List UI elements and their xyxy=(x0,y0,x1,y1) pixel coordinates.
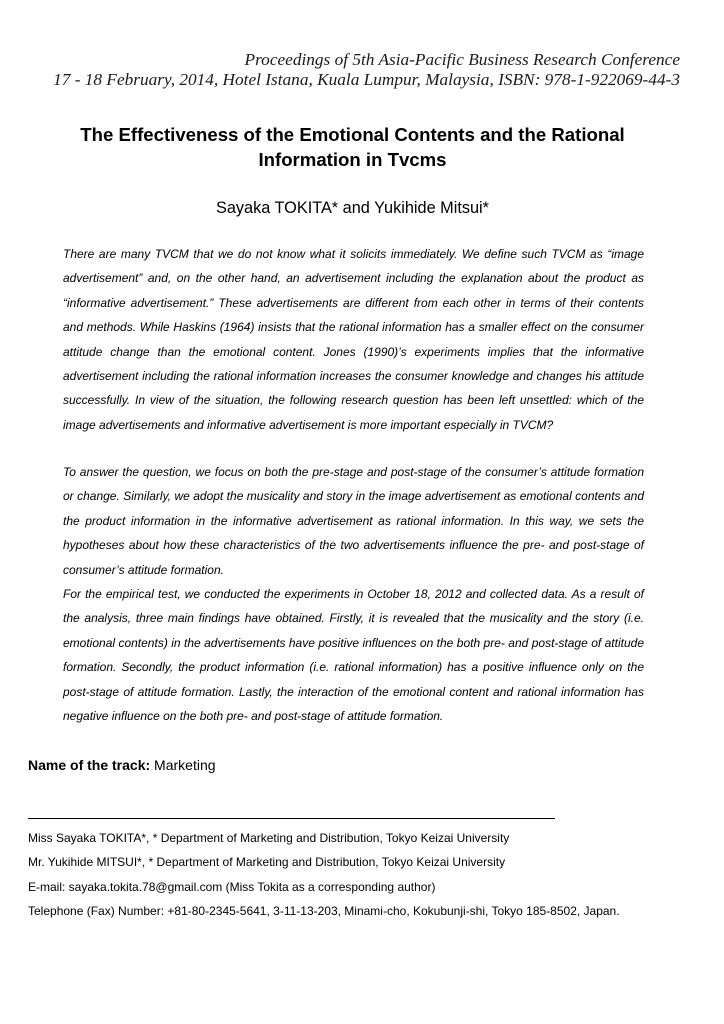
track-label: Name of the track: xyxy=(28,757,151,773)
paper-title-line-1: The Effectiveness of the Emotional Contents and the Rational xyxy=(80,124,625,145)
conference-name: Proceedings of 5th Asia-Pacific Business Research Conference xyxy=(244,50,680,69)
footnotes xyxy=(28,826,688,924)
track-value: Marketing xyxy=(154,757,216,773)
conference-details: 17 - 18 February, 2014, Hotel Istana, Kuala Lumpur, Malaysia, ISBN: 978-1-922069-44-3 xyxy=(53,70,680,89)
abstract-paragraph-2: To answer the question, we focus on both the pre-stage and post-stage of the consumer’s attitude formation or change. Similarly, we adopt the musicality and story in the image advertisement as emotional contents and the product information in the informative advertisement as rational information. In this way, we sets the hypotheses about how these characteristics of the two advertisements influence the pre- and post-stage of consumer’s attitude formation. xyxy=(63,465,644,577)
track-line xyxy=(28,755,216,775)
footnote-email: E-mail: sayaka.tokita.78@gmail.com (Miss Tokita as a corresponding author) xyxy=(28,879,436,894)
footnote-telephone: Telephone (Fax) Number: +81-80-2345-5641, 3-11-13-203, Minami-cho, Kokubunji-shi, Tokyo 185-8502, Japan. xyxy=(28,904,620,919)
paper-title xyxy=(40,122,665,172)
paper-authors: Sayaka TOKITA* and Yukihide Mitsui* xyxy=(215,199,489,217)
footnote-author-1: Miss Sayaka TOKITA*, * Department of Marketing and Distribution, Tokyo Keizai University xyxy=(28,831,510,845)
abstract-paragraph-1: There are many TVCM that we do not know what it solicits immediately. We define such TVCM as “image advertisement” and, on the other hand, an advertisement including the explanation about the product as “informative advertisement.” These advertisements are different from each other in terms of their contents and methods. While Haskins (1964) insists that the rational information has a smaller effect on the consumer attitude change than the emotional content. Jones (1990)’s experiments implies that the informative advertisement including the rational information increases the consumer knowledge and changes his attitude successfully. In view of the situation, the following research question has been left unsettled: which of the image advertisements and informative advertisement is more important especially in TVCM? xyxy=(63,247,644,432)
abstract-paragraph-3: For the empirical test, we conducted the experiments in October 18, 2012 and collected data. As a result of the analysis, three main findings have obtained. Firstly, it is revealed that the musicality and the story (i.e. emotional contents) in the advertisements have positive influences on the both pre- and post-stage of attitude formation. Secondly, the product information (i.e. rational information) has a positive influence only on the post-stage of attitude formation. Lastly, the interaction of the emotional content and rational information has negative influence on the both pre- and post-stage of attitude formation. xyxy=(63,587,644,724)
footnote-divider xyxy=(28,818,555,819)
conference-header xyxy=(0,50,680,90)
footnote-author-2: Mr. Yukihide MITSUI*, * Department of Marketing and Distribution, Tokyo Keizai University xyxy=(28,855,506,870)
paper-title-line-2: Information in Tvcms xyxy=(258,149,447,170)
